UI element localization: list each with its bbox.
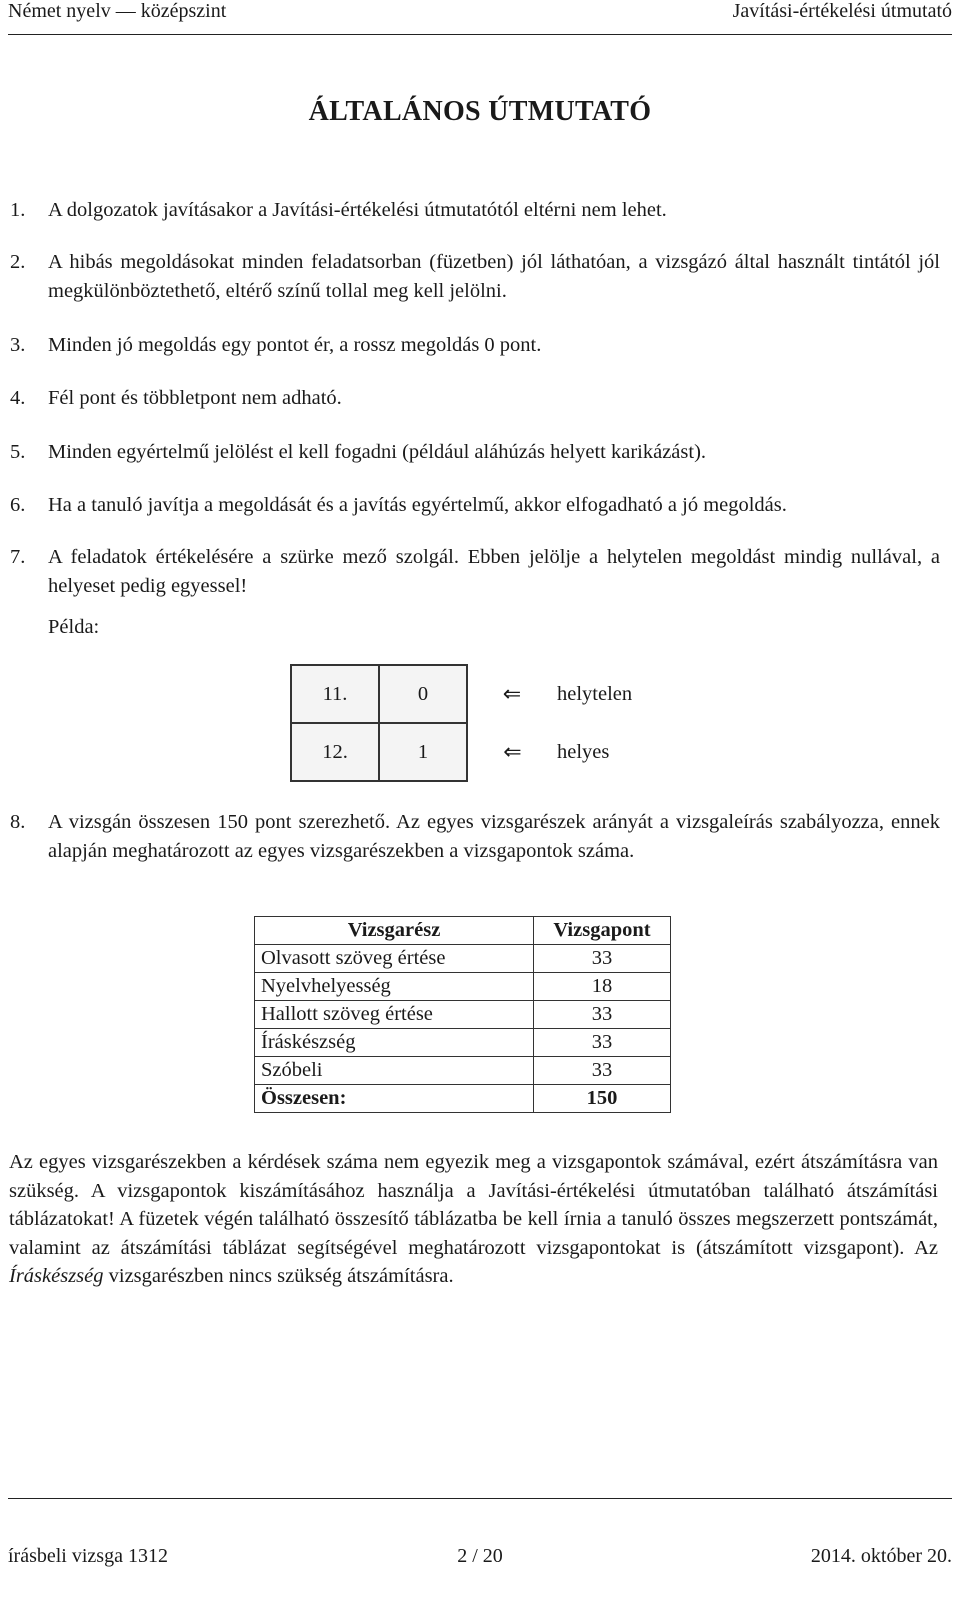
item-text: A feladatok értékelésére a szürke mező szolgál. Ebben jelölje a helytelen megoldást mindig nullával, a helyeset pedig egyessel! [48,546,940,597]
item-number: 4. [10,387,26,409]
example-label: Példa: [48,616,100,638]
example-score-cell: 1 [379,723,467,781]
footer-date: 2014. október 20. [810,1545,952,1567]
item-number: 8. [10,811,26,833]
exam-part-name: Szóbeli [255,1057,534,1085]
total-label: Összesen: [255,1085,534,1113]
instruction-item-1 [10,196,940,225]
arrow-left-icon: ⇐ [502,681,522,707]
item-text: A vizsgán összesen 150 pont szerezhető. Az egyes vizsgarészek arányát a vizsgaleírás szabályozza, ennek alapján meghatározott az egyes vizsgarészekben a vizsgapontok száma. [48,811,940,862]
instruction-item-8 [10,808,940,866]
example-result-label: helytelen [557,682,633,705]
header-doc-type: Javítási-értékelési útmutató [732,0,952,22]
page-footer [8,1498,952,1567]
column-header-points: Vizsgapont [534,917,671,945]
paragraph-text: Az egyes vizsgarészekben a kérdések száma nem egyezik meg a vizsgapontok számával, ezért átszámításra van szükség. A vizsgapontok kiszámításához használja a Javítási-értékelési útmutatóban található átszámítási táblázatokat! A füzetek végén található összesítő táblázatba be kell írnia a tanuló összes megszerzett pontszámát, valamint az átszámítási táblázat segítségével meghatározott vizsgapontokat is (átszámított vizsgapont). Az [9,1151,938,1259]
example-task-number: 12. [291,723,379,781]
exam-part-points: 33 [534,1001,671,1029]
instruction-item-5 [10,438,940,467]
total-points: 150 [534,1085,671,1113]
instruction-item-4 [10,384,940,413]
item-text: A hibás megoldásokat minden feladatsorban (füzetben) jól láthatóan, a vizsgázó által használt tintától jól megkülönböztethető, eltérő színű tollal meg kell jelölni. [48,251,940,302]
instruction-item-6 [10,491,940,520]
table-row [255,1001,671,1029]
paragraph-emphasis: Íráskészség [9,1265,104,1288]
header-subject: Német nyelv — középszint [8,0,227,22]
table-row [255,1029,671,1057]
instruction-item-2 [10,248,940,306]
item-number: 3. [10,334,26,356]
exam-part-name: Hallott szöveg értése [255,1001,534,1029]
exam-part-points: 18 [534,973,671,1001]
exam-part-name: Olvasott szöveg értése [255,945,534,973]
exam-points-table [254,916,671,1113]
page-title: ÁLTALÁNOS ÚTMUTATÓ [308,96,652,127]
paragraph-text-end: vizsgarészben nincs szükség átszámításra. [103,1265,454,1288]
example-task-number: 11. [291,665,379,723]
example-row [291,723,697,781]
example-scoring-table [290,664,698,782]
footer-page-number: 2 / 20 [457,1545,503,1567]
conversion-paragraph [9,1148,938,1291]
item-text: Fél pont és többletpont nem adható. [48,387,342,409]
item-text: Minden jó megoldás egy pontot ér, a rossz megoldás 0 pont. [48,334,542,356]
example-score-cell: 0 [379,665,467,723]
table-row [255,945,671,973]
item-number: 5. [10,441,26,463]
item-text: A dolgozatok javításakor a Javítási-értékelési útmutatótól eltérni nem lehet. [48,199,667,221]
table-header-row [255,917,671,945]
item-number: 6. [10,494,26,516]
example-row [291,665,697,723]
exam-part-name: Íráskészség [255,1029,534,1057]
item-text: Ha a tanuló javítja a megoldását és a javítás egyértelmű, akkor elfogadható a jó megoldás. [48,494,787,516]
exam-part-points: 33 [534,1029,671,1057]
table-row [255,1057,671,1085]
exam-part-name: Nyelvhelyesség [255,973,534,1001]
footer-exam-code: írásbeli vizsga 1312 [8,1545,168,1567]
arrow-left-icon: ⇐ [503,739,522,765]
example-result-label: helyes [557,740,610,763]
item-number: 1. [10,199,26,221]
table-total-row [255,1085,671,1113]
table-row [255,973,671,1001]
column-header-part: Vizsgarész [255,917,534,945]
exam-part-points: 33 [534,945,671,973]
exam-part-points: 33 [534,1057,671,1085]
item-text: Minden egyértelmű jelölést el kell fogadni (például aláhúzás helyett karikázást). [48,441,707,463]
instruction-item-7 [10,543,940,601]
item-number: 7. [10,546,26,568]
item-number: 2. [10,251,26,273]
instruction-item-3 [10,331,940,360]
page-header [8,0,952,35]
